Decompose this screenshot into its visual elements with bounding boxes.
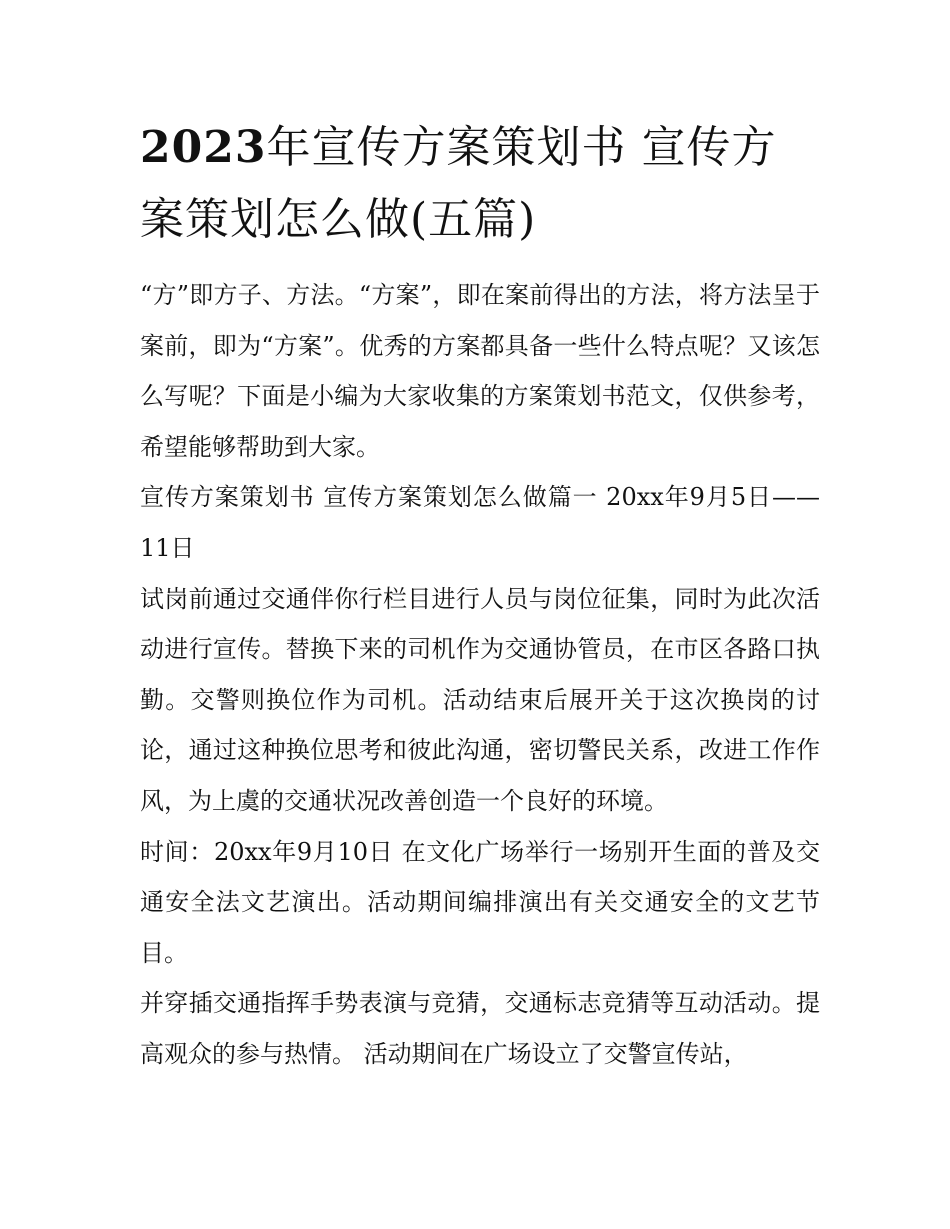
paragraph-interactive: 并穿插交通指挥手势表演与竞猜，交通标志竞猜等互动活动。提高观众的参与热情。 活动期间在广场设立了交警宣传站，	[140, 989, 820, 1068]
document-title	[140, 112, 820, 256]
title-year: 2023	[140, 122, 267, 173]
title-text: 年宣传方案策划书 宣传方案策划怎么做(五篇)	[140, 122, 777, 245]
paragraph-performance: 时间：20xx年9月10日 在文化广场举行一场别开生面的普及交通安全法文艺演出。活动期间编排演出有关交通安全的文艺节目。	[140, 837, 820, 967]
document-page	[140, 112, 820, 1080]
paragraph-trial-post: 试岗前通过交通伴你行栏目进行人员与岗位征集，同时为此次活动进行宣传。替换下来的司机作为交通协管员，在市区各路口执勤。交警则换位作为司机。活动结束后展开关于这次换岗的讨论，通过这种换位思考和彼此沟通，密切警民关系，改进工作作风，为上虞的交通状况改善创造一个良好的环境。	[140, 584, 820, 815]
paragraph-intro: “方”即方子、方法。“方案”，即在案前得出的方法，将方法呈于案前，即为“方案”。优秀的方案都具备一些什么特点呢？又该怎么写呢？下面是小编为大家收集的方案策划书范文，仅供参考，希望能够帮助到大家。	[140, 281, 820, 461]
paragraph-section-heading: 宣传方案策划书 宣传方案策划怎么做篇一 20xx年9月5日——11日	[140, 483, 820, 562]
